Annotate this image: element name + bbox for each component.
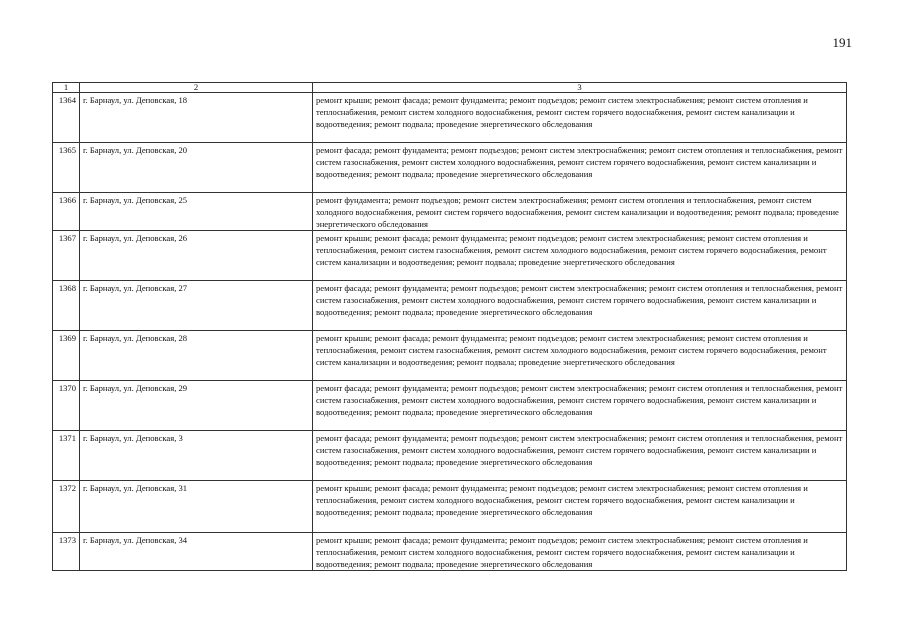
row-number: 1369 [53, 331, 80, 381]
row-address: г. Барнаул, ул. Деповская, 20 [80, 143, 313, 193]
row-works: ремонт крыши; ремонт фасада; ремонт фундамента; ремонт подъездов; ремонт систем электроснабжения; ремонт систем отопления и теплоснабжения, ремонт систем газоснабжения, ремонт систем холодного водоснабжения, ремонт систем горячего водоснабжения, ремонт систем канализации и водоотведения; ремонт подвала; проведение энергетического обследования [313, 231, 847, 281]
table-row [53, 381, 847, 431]
row-number: 1367 [53, 231, 80, 281]
table-row [53, 533, 847, 571]
table-row [53, 193, 847, 231]
row-number: 1372 [53, 481, 80, 533]
row-works: ремонт фасада; ремонт фундамента; ремонт подъездов; ремонт систем электроснабжения; ремонт систем отопления и теплоснабжения, ремонт систем газоснабжения, ремонт систем холодного водоснабжения, ремонт систем горячего водоснабжения, ремонт систем канализации и водоотведения; ремонт подвала; проведение энергетического обследования [313, 381, 847, 431]
row-works: ремонт фасада; ремонт фундамента; ремонт подъездов; ремонт систем электроснабжения; ремонт систем отопления и теплоснабжения, ремонт систем газоснабжения, ремонт систем холодного водоснабжения, ремонт систем горячего водоснабжения, ремонт систем канализации и водоотведения; ремонт подвала; проведение энергетического обследования [313, 281, 847, 331]
row-works: ремонт крыши; ремонт фасада; ремонт фундамента; ремонт подъездов; ремонт систем электроснабжения; ремонт систем отопления и теплоснабжения, ремонт систем холодного водоснабжения, ремонт систем горячего водоснабжения, ремонт систем канализации и водоотведения; ремонт подвала; проведение энергетического обследования [313, 533, 847, 571]
row-number: 1365 [53, 143, 80, 193]
table-row [53, 93, 847, 143]
row-works: ремонт крыши; ремонт фасада; ремонт фундамента; ремонт подъездов; ремонт систем электроснабжения; ремонт систем отопления и теплоснабжения, ремонт систем газоснабжения, ремонт систем холодного водоснабжения, ремонт систем горячего водоснабжения, ремонт систем канализации и водоотведения; ремонт подвала; проведение энергетического обследования [313, 331, 847, 381]
row-number: 1366 [53, 193, 80, 231]
header-col-1: 1 [53, 83, 80, 93]
row-address: г. Барнаул, ул. Деповская, 26 [80, 231, 313, 281]
header-col-3: 3 [313, 83, 847, 93]
row-number: 1368 [53, 281, 80, 331]
row-address: г. Барнаул, ул. Деповская, 31 [80, 481, 313, 533]
row-address: г. Барнаул, ул. Деповская, 29 [80, 381, 313, 431]
row-address: г. Барнаул, ул. Деповская, 34 [80, 533, 313, 571]
row-works: ремонт фасада; ремонт фундамента; ремонт подъездов; ремонт систем электроснабжения; ремонт систем отопления и теплоснабжения, ремонт систем газоснабжения, ремонт систем холодного водоснабжения, ремонт систем горячего водоснабжения, ремонт систем канализации и водоотведения; ремонт подвала; проведение энергетического обследования [313, 143, 847, 193]
header-row [53, 83, 847, 93]
table-row [53, 481, 847, 533]
row-number: 1373 [53, 533, 80, 571]
row-address: г. Барнаул, ул. Деповская, 27 [80, 281, 313, 331]
table-row [53, 143, 847, 193]
header-col-2: 2 [80, 83, 313, 93]
row-works: ремонт фундамента; ремонт подъездов; ремонт систем электроснабжения; ремонт систем отопления и теплоснабжения, ремонт систем холодного водоснабжения, ремонт систем горячего водоснабжения, ремонт систем канализации и водоотведения; ремонт подвала; проведение энергетического обследования [313, 193, 847, 231]
row-number: 1370 [53, 381, 80, 431]
row-works: ремонт крыши; ремонт фасада; ремонт фундамента; ремонт подъездов; ремонт систем электроснабжения; ремонт систем отопления и теплоснабжения, ремонт систем холодного водоснабжения, ремонт систем горячего водоснабжения, ремонт систем канализации и водоотведения; ремонт подвала; проведение энергетического обследования [313, 93, 847, 143]
row-works: ремонт крыши; ремонт фасада; ремонт фундамента; ремонт подъездов; ремонт систем электроснабжения; ремонт систем отопления и теплоснабжения, ремонт систем холодного водоснабжения, ремонт систем горячего водоснабжения, ремонт систем канализации и водоотведения; ремонт подвала; проведение энергетического обследования [313, 481, 847, 533]
row-address: г. Барнаул, ул. Деповская, 18 [80, 93, 313, 143]
row-address: г. Барнаул, ул. Деповская, 3 [80, 431, 313, 481]
repair-table [52, 82, 847, 571]
page-number: 191 [832, 35, 852, 50]
row-address: г. Барнаул, ул. Деповская, 28 [80, 331, 313, 381]
row-address: г. Барнаул, ул. Деповская, 25 [80, 193, 313, 231]
table-row [53, 231, 847, 281]
table-row [53, 431, 847, 481]
table-row [53, 331, 847, 381]
row-number: 1364 [53, 93, 80, 143]
table-row [53, 281, 847, 331]
row-number: 1371 [53, 431, 80, 481]
row-works: ремонт фасада; ремонт фундамента; ремонт подъездов; ремонт систем электроснабжения; ремонт систем отопления и теплоснабжения, ремонт систем газоснабжения, ремонт систем холодного водоснабжения, ремонт систем горячего водоснабжения, ремонт систем канализации и водоотведения; ремонт подвала; проведение энергетического обследования [313, 431, 847, 481]
